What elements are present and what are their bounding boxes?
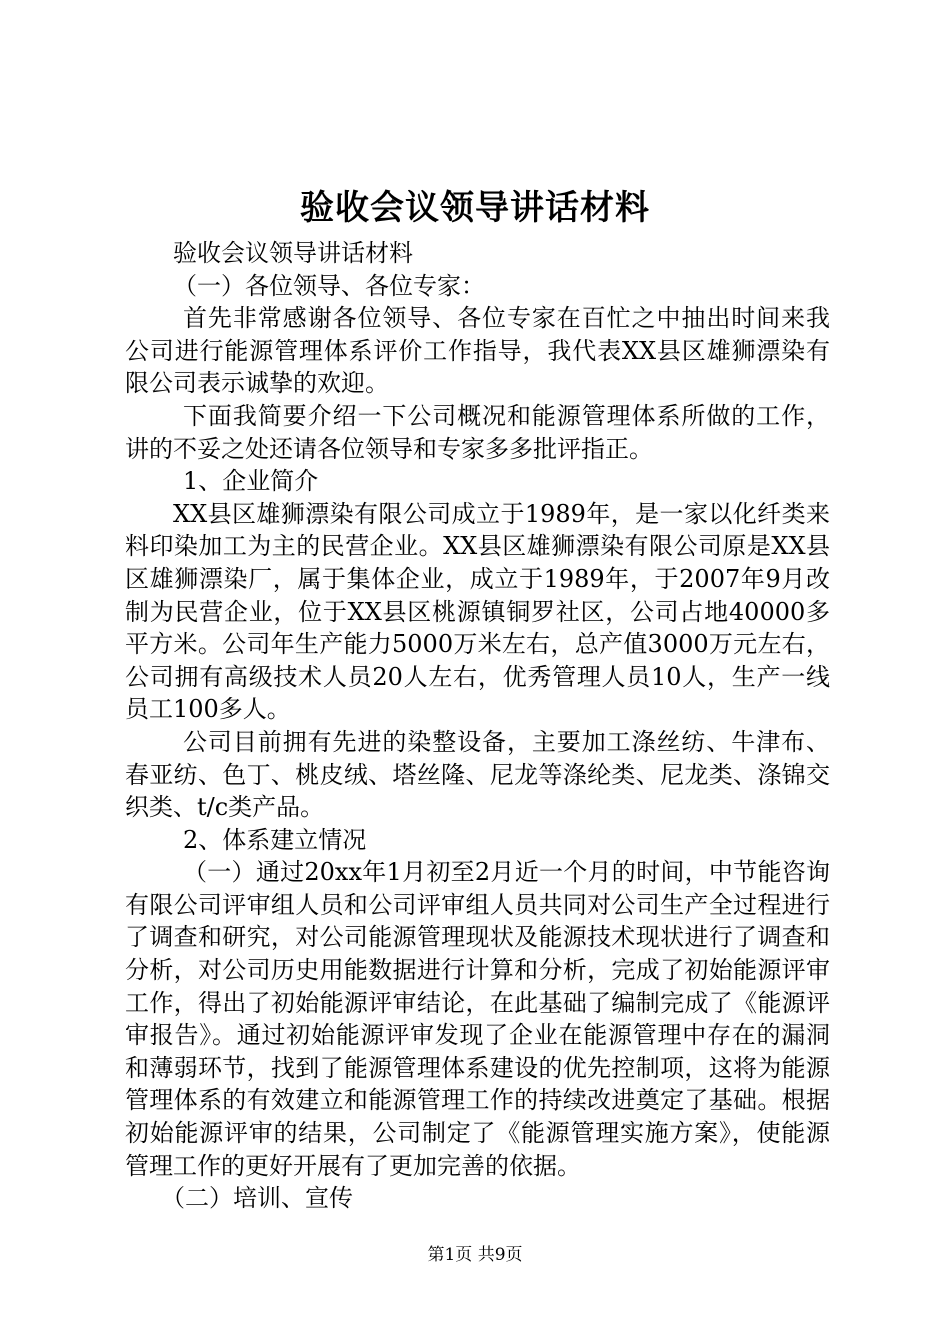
section-heading-training: （二）培训、宣传 (161, 1184, 353, 1213)
section-heading-company-profile: 1、企业简介 (183, 467, 319, 496)
document-title: 验收会议领导讲话材料 (300, 188, 650, 228)
section-heading-system-setup: 2、体系建立情况 (183, 825, 367, 854)
paragraph-energy-review: （一）通过20xx年1月初至2月近一个月的时间，中节能咨询有限公司评审组人员和公司评审组人员共同对公司生产全过程进行了调查和研究，对公司能源管理现状及能源技术现状进行了调查和分析，对公司历史用能数据进行计算和分析，完成了初始能源评审工作，得出了初始能源评审结论，在此基础了编制完成了《能源评审报告》。通过初始能源评审发现了企业在能源管理中存在的漏洞和薄弱环节，找到了能源管理体系建设的优先控制项，这将为能源管理体系的有效建立和能源管理工作的持续改进奠定了基础。根据初始能源评审的结果，公司制定了《能源管理实施方案》，使能源管理工作的更好开展有了更加完善的依据。 (125, 858, 830, 1180)
page-number-footer: 第1页 共9页 (427, 1245, 523, 1265)
paragraph-introduction: 下面我简要介绍一下公司概况和能源管理体系所做的工作，讲的不妥之处还请各位领导和专家多多批评指正。 (125, 401, 830, 463)
paragraph-welcome: 首先非常感谢各位领导、各位专家在百忙之中抽出时间来我公司进行能源管理体系评价工作指导，我代表XX县区雄狮漂染有限公司表示诚挚的欢迎。 (125, 304, 830, 398)
paragraph-subtitle: 验收会议领导讲话材料 (173, 239, 413, 267)
paragraph-equipment: 公司目前拥有先进的染整设备，主要加工涤丝纺、牛津布、春亚纺、色丁、桃皮绒、塔丝隆、尼龙等涤纶类、尼龙类、涤锦交织类、t/c类产品。 (125, 727, 830, 822)
paragraph-salutation: （一）各位领导、各位专家： (173, 271, 485, 300)
paragraph-company-profile: XX县区雄狮漂染有限公司成立于1989年，是一家以化纤类来料印染加工为主的民营企业。XX县区雄狮漂染有限公司原是XX县区雄狮漂染厂，属于集体企业，成立于1989年，于2007年9月改制为民营企业，位于XX县区桃源镇铜罗社区，公司占地40000多平方米。公司年生产能力5000万米左右，总产值3000万元左右，公司拥有高级技术人员20人左右，优秀管理人员10人，生产一线员工100多人。 (125, 499, 830, 724)
document-body (125, 237, 830, 1215)
